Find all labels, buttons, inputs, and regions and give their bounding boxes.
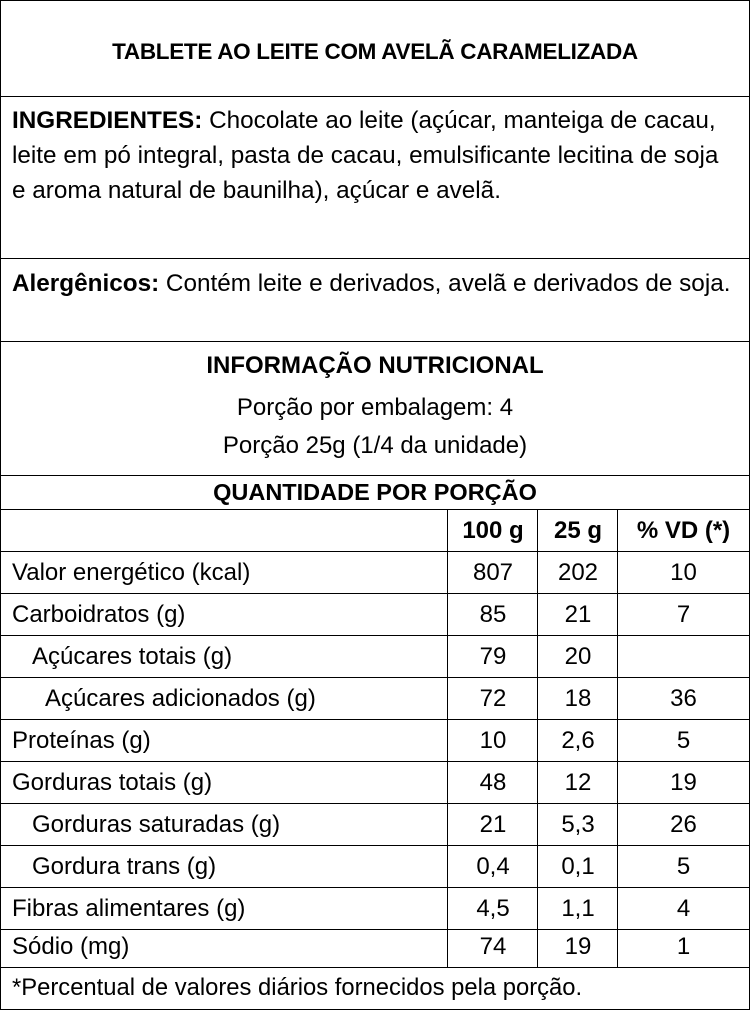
product-title: TABLETE AO LEITE COM AVELÃ CARAMELIZADA — [112, 39, 638, 64]
value-vd: 1 — [676, 933, 691, 960]
ingredients-list: Chocolate ao leite (açúcar, manteiga de cacau, leite em pó integral, pasta de cacau, emulsificante lecitina de soja e aroma natural de baunilha), açúcar e avelã. — [12, 107, 719, 204]
allergens-label: Alergênicos: — [12, 270, 160, 297]
value-25g: 1,1 — [561, 895, 595, 922]
value-vd: 10 — [670, 559, 697, 586]
value-25g: 202 — [557, 559, 599, 586]
table-row — [1, 594, 749, 636]
table-row — [1, 888, 749, 930]
table-row — [1, 762, 749, 804]
table-header-row — [1, 510, 749, 552]
table-row — [1, 552, 749, 594]
value-vd: 19 — [670, 769, 697, 796]
nutrient-name: Valor energético (kcal) — [12, 559, 251, 586]
nutrient-name: Proteínas (g) — [12, 727, 151, 754]
column-divider — [537, 510, 538, 968]
footnote: *Percentual de valores diários fornecidos pela porção. — [12, 974, 583, 1001]
value-100g: 807 — [472, 559, 514, 586]
ingredients-label: INGREDIENTES: — [12, 107, 203, 134]
value-25g: 18 — [564, 685, 592, 712]
value-25g: 12 — [564, 769, 592, 796]
value-vd: 4 — [676, 895, 691, 922]
table-row — [1, 926, 749, 968]
quantity-section — [1, 476, 749, 510]
allergens-text — [12, 266, 735, 301]
ingredients-section — [1, 97, 749, 259]
nutrition-table — [1, 510, 749, 968]
value-vd: 7 — [676, 601, 691, 628]
value-100g: 48 — [479, 769, 507, 796]
nutrient-name: Fibras alimentares (g) — [12, 895, 246, 922]
allergens-list: Contém leite e derivados, avelã e derivados de soja. — [159, 270, 731, 297]
nutrient-name: Açúcares adicionados (g) — [45, 685, 316, 712]
value-100g: 85 — [479, 601, 507, 628]
value-25g: 19 — [564, 933, 592, 960]
nutrition-info-section — [1, 342, 749, 476]
column-header-vd: % VD (*) — [636, 517, 731, 544]
table-row — [1, 720, 749, 762]
value-vd: 5 — [676, 853, 691, 880]
value-vd: 36 — [670, 685, 697, 712]
value-100g: 10 — [479, 727, 507, 754]
title-section — [1, 1, 749, 97]
nutrient-name: Sódio (mg) — [12, 933, 130, 960]
nutrition-title: INFORMAÇÃO NUTRICIONAL — [206, 352, 544, 379]
nutrient-name: Açúcares totais (g) — [32, 643, 233, 670]
value-100g: 21 — [479, 811, 507, 838]
table-row — [1, 804, 749, 846]
value-25g: 20 — [564, 643, 592, 670]
value-vd: 5 — [676, 727, 691, 754]
value-100g: 4,5 — [476, 895, 510, 922]
nutrient-name: Gordura trans (g) — [32, 853, 217, 880]
column-divider — [447, 510, 448, 968]
value-100g: 74 — [479, 933, 507, 960]
value-100g: 79 — [479, 643, 507, 670]
nutrient-name: Gorduras saturadas (g) — [32, 811, 281, 838]
allergens-section — [1, 259, 749, 342]
nutrient-name: Gorduras totais (g) — [12, 769, 213, 796]
value-100g: 0,4 — [476, 853, 510, 880]
portions-per-package: Porção por embalagem: 4 — [236, 394, 514, 421]
column-header-100g: 100 g — [462, 517, 524, 544]
value-25g: 5,3 — [561, 811, 595, 838]
quantity-title: QUANTIDADE POR PORÇÃO — [213, 479, 537, 505]
table-row — [1, 846, 749, 888]
column-divider — [617, 510, 618, 968]
portion-size: Porção 25g (1/4 da unidade) — [222, 432, 528, 459]
value-25g: 21 — [564, 601, 592, 628]
value-25g: 0,1 — [561, 853, 595, 880]
column-header-25g: 25 g — [553, 517, 603, 544]
value-vd: 26 — [670, 811, 697, 838]
value-100g: 72 — [479, 685, 507, 712]
value-25g: 2,6 — [561, 727, 595, 754]
table-row — [1, 678, 749, 720]
table-row — [1, 636, 749, 678]
nutrient-name: Carboidratos (g) — [12, 601, 186, 628]
ingredients-text — [12, 103, 735, 208]
